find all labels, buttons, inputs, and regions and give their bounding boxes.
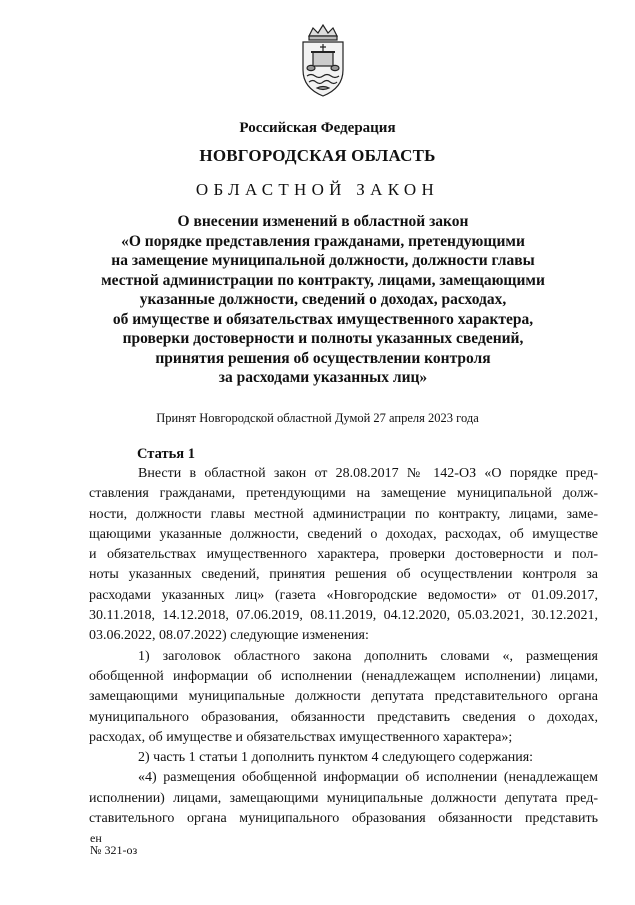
title-line: местной администрации по контракту, лицами, замещающими bbox=[101, 271, 545, 289]
body-line: расходами указанных лиц» (газета «Новгородские ведомости» от 01.09.2017, bbox=[89, 587, 598, 603]
article-body bbox=[89, 464, 598, 829]
body-line: замещающими муниципальные должности депутата представительного органа bbox=[89, 689, 598, 705]
body-line: щающими указанные должности, сведений о доходах, расходах, об имуществе bbox=[89, 526, 598, 542]
title-line: за расходами указанных лиц» bbox=[218, 369, 428, 386]
title-line: О внесении изменений в областной закон bbox=[177, 213, 469, 230]
title-line: «О порядке представления гражданами, претендующими bbox=[121, 232, 525, 250]
body-line: муниципального образования, обязанности представить сведения о доходах, bbox=[89, 709, 598, 725]
body-line: 03.06.2022, 08.07.2022) следующие изменения: bbox=[89, 628, 369, 644]
executor-initials: ен bbox=[90, 831, 102, 845]
title-line: об имуществе и обязательствах имущественного характера, bbox=[112, 310, 534, 328]
body-line: «4) размещения обобщенной информации об исполнении (ненадлежащем bbox=[138, 770, 598, 786]
body-line: исполнении) лицами, замещающими муниципальные должности депутата пред- bbox=[89, 790, 598, 806]
title-line: указанные должности, сведений о доходах, расходах, bbox=[139, 291, 507, 308]
body-line: ставления гражданами, претендующими на замещение муниципальной долж- bbox=[89, 486, 598, 502]
region-heading: НОВГОРОДСКАЯ ОБЛАСТЬ bbox=[199, 146, 436, 165]
body-line: ноты указанных сведений, принятия решения об осуществлении контроля за bbox=[89, 567, 598, 583]
body-line: ставительного органа муниципального образования обязанности представить bbox=[89, 811, 598, 827]
body-line: 1) заголовок областного закона дополнить словами «, размещения bbox=[138, 648, 598, 664]
title-line: принятия решения об осуществлении контроля bbox=[155, 349, 491, 367]
title-line: проверки достоверности и полноты указанных сведений, bbox=[122, 330, 524, 347]
law-title bbox=[90, 212, 556, 388]
body-line: Внести в областной закон от 28.08.2017 № 142-ОЗ «О порядке пред- bbox=[138, 466, 598, 481]
law-type-heading: ОБЛАСТНОЙ ЗАКОН bbox=[195, 180, 440, 199]
article-heading: Статья 1 bbox=[137, 446, 195, 462]
body-line: 30.11.2018, 14.12.2018, 07.06.2019, 08.11.2019, 04.12.2020, 05.03.2021, 30.12.2021, bbox=[89, 608, 598, 624]
body-line: и обязательствах имущественного характера, проверки достоверности и пол- bbox=[89, 547, 598, 563]
adoption-note: Принят Новгородской областной Думой 27 апреля 2023 года bbox=[156, 411, 479, 425]
document-code bbox=[90, 832, 137, 856]
title-line: на замещение муниципальной должности, должности главы bbox=[111, 252, 535, 269]
coat-of-arms-emblem bbox=[291, 22, 355, 100]
law-number: № 321-оз bbox=[90, 843, 138, 857]
federation-heading: Российская Федерация bbox=[239, 120, 396, 136]
body-line: 2) часть 1 статьи 1 дополнить пунктом 4 следующего содержания: bbox=[138, 750, 534, 766]
body-line: расходах, об имуществе и обязательствах имущественного характера»; bbox=[89, 729, 513, 745]
body-line: ности, должности главы местной администрации по контракту, лицами, заме- bbox=[89, 506, 598, 522]
body-line: обобщенной информации об исполнении (ненадлежащем исполнении) лицами, bbox=[89, 668, 598, 684]
